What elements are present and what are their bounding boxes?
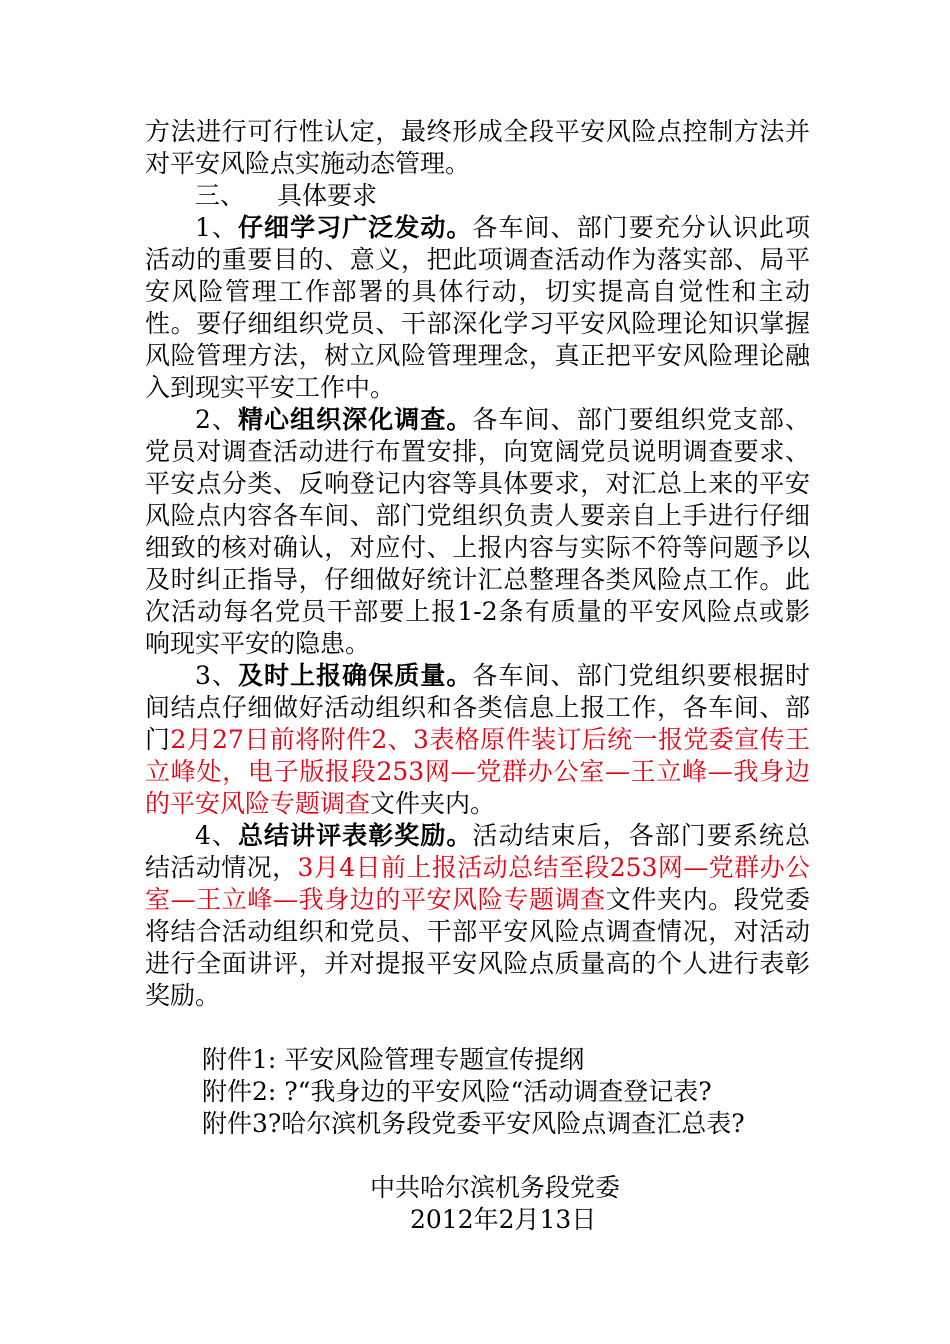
requirement-2-title: 精心组织深化调查。 xyxy=(238,405,473,434)
requirement-4-prefix: 4、 xyxy=(195,821,238,850)
requirement-3-text-end: 文件夹内。 xyxy=(370,789,496,818)
requirement-3-prefix: 3、 xyxy=(195,661,238,690)
requirement-1 xyxy=(145,212,810,404)
section-number: 三、 xyxy=(195,181,246,210)
intro-paragraph: 方法进行可行性认定，最终形成全段平安风险点控制方法并对平安风险点实施动态管理。 xyxy=(145,117,810,178)
requirement-4-text-end: 文件夹内。段党委将结合活动组织和党员、干部平安风险点调查情况，对活动进行全面讲评，并对提报平安风险点质量高的个人进行表彰奖励。 xyxy=(145,885,810,1010)
requirement-2-prefix: 2、 xyxy=(195,405,238,434)
requirement-4-deadline: 3月4日前上报活动总结至段253网—党群办公室—王立峰—我身边的平安风险专题调查 xyxy=(145,853,810,914)
requirement-1-text: 各车间、部门要充分认识此项活动的重要目的、意义，把此项调查活动作为落实部、局平安风险管理工作部署的具体行动，切实提高自觉性和主动性。要仔细组织党员、干部深化学习平安风险理论知识掌握风险管理方法，树立风险管理理念，真正把平安风险理论融入到现实平安工作中。 xyxy=(145,213,810,402)
requirement-3-text: 各车间、部门党组织要根据时间结点仔细做好活动组织和各类信息上报工作，各车间、部门 xyxy=(145,661,810,754)
section-title: 具体要求 xyxy=(277,181,378,210)
requirement-4 xyxy=(145,820,810,1012)
attachment-3: 附件3?哈尔滨机务段党委平安风险点调查汇总表? xyxy=(202,1109,745,1138)
requirement-1-title: 仔细学习广泛发动。 xyxy=(238,213,473,242)
requirement-1-prefix: 1、 xyxy=(195,213,238,242)
signature-date: 2012年2月13日 xyxy=(410,1205,597,1234)
requirement-3-title: 及时上报确保质量。 xyxy=(238,661,473,690)
requirement-4-title: 总结讲评表彰奖励。 xyxy=(238,821,473,850)
document-body xyxy=(145,116,810,1236)
signature-organization: 中共哈尔滨机务段党委 xyxy=(370,1173,621,1202)
requirement-3 xyxy=(145,660,810,820)
section-heading xyxy=(145,180,810,212)
blank-line xyxy=(145,1012,810,1044)
requirement-4-text: 活动结束后，各部门要系统总结活动情况， xyxy=(145,821,810,882)
requirement-3-deadline: 2月27日前将附件2、3表格原件装订后统一报党委宣传王立峰处，电子版报段253网—党群办公室—王立峰—我身边的平安风险专题调查 xyxy=(145,725,810,818)
attachment-2: 附件2: ?“我身边的平安风险“活动调查登记表? xyxy=(202,1077,712,1106)
requirement-2 xyxy=(145,404,810,660)
attachment-1: 附件1: 平安风险管理专题宣传提纲 xyxy=(202,1045,585,1074)
requirement-2-text: 各车间、部门要组织党支部、党员对调查活动进行布置安排，向宽阔党员说明调查要求、平安点分类、反响登记内容等具体要求，对汇总上来的平安风险点内容各车间、部门党组织负责人要亲自上手进行仔细细致的核对确认，对应付、上报内容与实际不符等问题予以及时纠正指导，仔细做好统计汇总整理各类风险点工作。此次活动每名党员干部要上报1-2条有质量的平安风险点或影响现实平安的隐患。 xyxy=(145,405,810,658)
